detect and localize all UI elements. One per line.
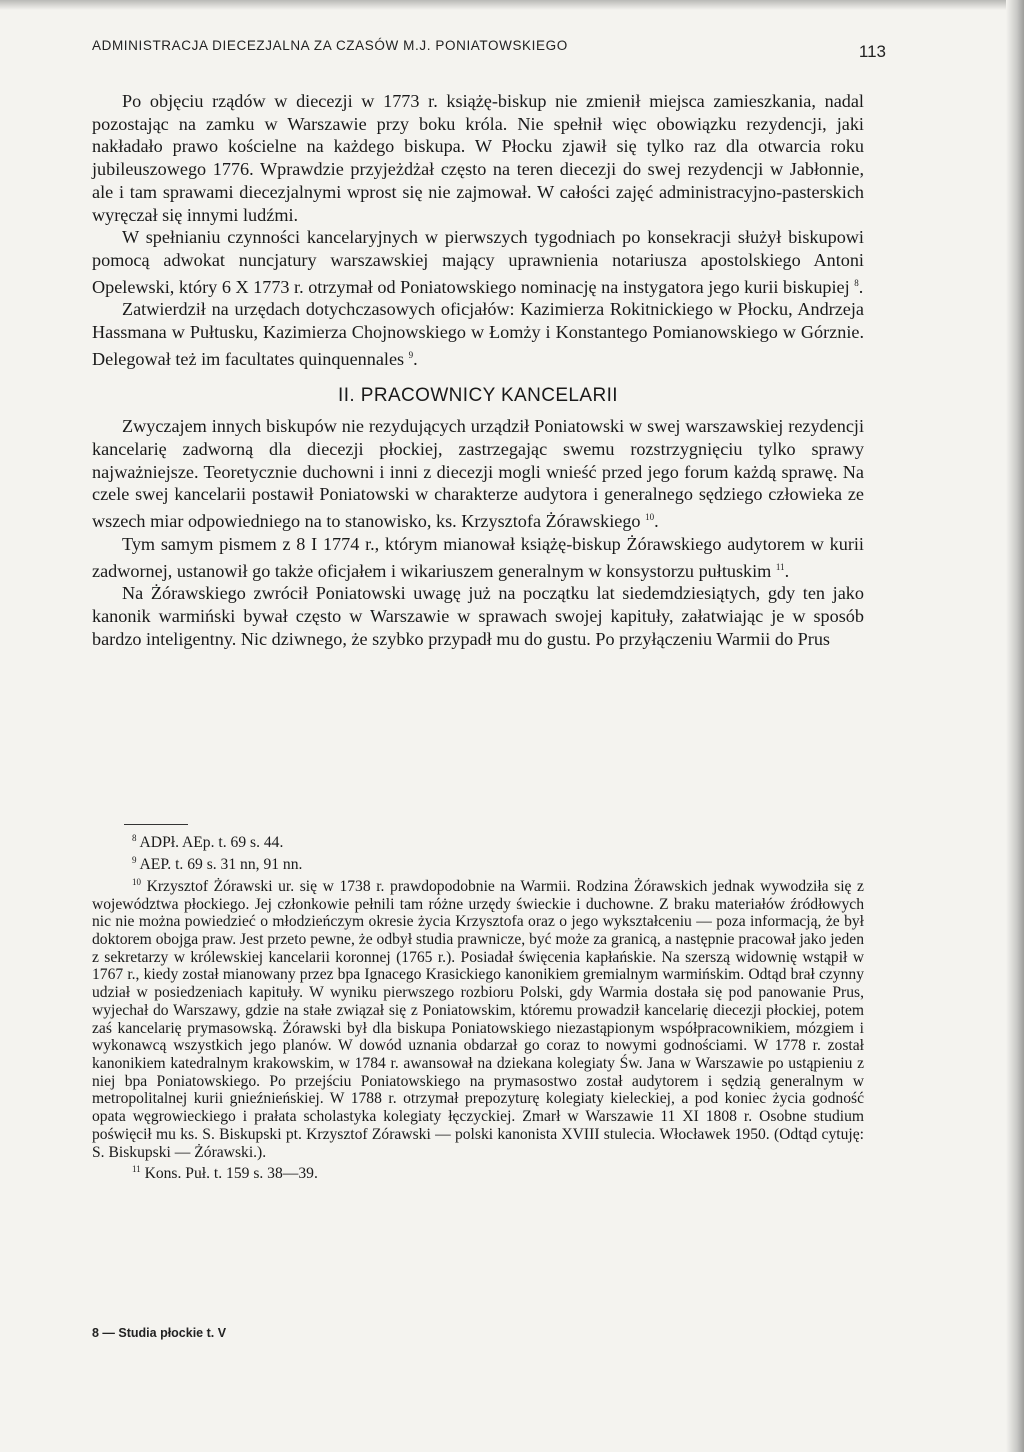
- body-paragraph: Na Żórawskiego zwrócił Poniatowski uwagę już na początku lat siedemdziesiątych, gdy ten jako kanonik warmiński bywał często w Warszawie w sprawach swojej kapituły, załatwiając je w sposób bardzo inteligentny. Nic dziwnego, że szybko przypadł mu do gustu. Po przyłączeniu Warmii do Prus: [92, 583, 864, 649]
- footnote-mark: 8: [132, 833, 137, 843]
- running-head: ADMINISTRACJA DIECEZJALNA ZA CZASÓW M.J. PONIATOWSKIEGO: [92, 38, 568, 53]
- body-paragraph: Tym samym pismem z 8 I 1774 r., którym mianował książę-biskup Żórawskiego audytorem w kurii zadwornej, ustanowił go także oficjałem i wikariuszem generalnym w konsystorzu pułtuskim $^{11}$.: [92, 533, 864, 581]
- body-paragraph: Zatwierdził na urzędach dotychczasowych oficjałów: Kazimierza Rokitnickiego w Płocku, Andrzeja Hassmana w Pułtusku, Kazimierza Chojnowskiego w Łomży i Konstantego Pomianowskiego w Górznie. Delegował też im facultates quinquennales $^9$.: [92, 299, 864, 369]
- footnotes: [92, 830, 864, 1183]
- body-paragraph: Po objęciu rządów w diecezji w 1773 r. książę-biskup nie zmienił miejsca zamieszkania, nadal pozostając na zamku w Warszawie przy boku króla. Nie spełnił więc obowiązku rezydencji, jaki nakładało prawo kościelne na każdego biskupa. W Płocku zjawił się tylko raz dla otwarcia roku jubileuszowego 1776. Wprawdzie przyjeżdżał często na teren diecezji do swej rezydencji w Jabłonnie, ale i tam sprawami diecezjalnymi wprost się nie zajmował. W całości zajęć administracyjno-pasterskich wyręczał się innymi ludźmi.: [92, 91, 864, 225]
- footnote-ref[interactable]: 8: [854, 277, 859, 288]
- footnote-ref[interactable]: 9: [408, 349, 414, 360]
- scan-edge-right: [1006, 0, 1024, 1452]
- footnote-separator: [124, 824, 188, 825]
- footnote: $^8$ ADPł. AEp. t. 69 s. 44.: [132, 833, 284, 852]
- footnote-mark: 11: [132, 1164, 141, 1175]
- footnote: $^9$ AEP. t. 69 s. 31 nn, 91 nn.: [132, 854, 303, 874]
- footnote: $^{11}$ Kons. Puł. t. 159 s. 38—39.: [132, 1164, 318, 1183]
- page-number: 113: [858, 42, 886, 61]
- footnote-ref[interactable]: 11: [775, 561, 785, 572]
- footnote: $^{10}$ Krzysztof Żórawski ur. się w 1738 r. prawdopodobnie na Warmii. Rodzina Żórawskich jednak wywodziła się z województwa płockiego. Jej członkowie pełnili tam różne urzędy świeckie i duchowne. Z braku materiałów źródłowych nic nie można powiedzieć o młodzieńczym okresie życia Krzysztofa oraz o jego wykształceniu — poza informacją, że był doktorem obojga praw. Jest przeto pewne, że odbył studia prawnicze, być może za granicą, a następnie pracował jako jeden z sekretarzy w królewskiej kancelarii koronnej (1765 r.). Posiadał święcenia kapłańskie. Na szerszą widownię wstąpił w 1767 r., kiedy został mianowany przez bpa Ignacego Krasickiego kanonikiem gremialnym warmińskim. Odtąd brał czynny udział w posiedzeniach kapituły. W wyniku pierwszego rozbioru Polski, gdy Warmia dostała się pod panowanie Prus, wyjechał do Warszawy, gdzie na stałe związał się z Poniatowskim, któremu prowadził kancelarię diecezji płockiej, potem zaś kancelarię prymasowską. Żórawski był dla biskupa Poniatowskiego niezastąpionym współpracownikiem, mózgiem i wykonawcą wszystkich jego planów. W dowód uznania obdarzał go coraz to nowymi godnościami. W 1778 r. został kanonikiem katedralnym krakowskim, w 1784 r. awansował na dziekana kolegiaty Św. Jana w Warszawie po ustąpieniu z niej bpa Poniatowskiego. Po przejściu Poniatowskiego na prymasostwo został audytorem i sędzią generalnym w metropolitalnej kurii gnieźnieńskiej. W 1788 r. otrzymał prepozyturę kolegiaty kieleckiej, a pod koniec życia godność opata węgrowieckiego i prałata scholastyka kolegiaty łęczyckiej. Zmarł w Warszawie 11 XI 1808 r. Osobne studium poświęcił mu ks. S. Biskupski pt. Krzysztof Zórawski — polski kanonista XVIII stulecia. Włocławek 1950. (Odtąd cytuję: S. Biskupski — Żórawski.).: [92, 876, 864, 1161]
- scan-edge-top: [0, 0, 1024, 10]
- body-paragraph: W spełnianiu czynności kancelaryjnych w pierwszych tygodniach po konsekracji służył biskupowi pomocą adwokat nuncjatury warszawskiej mający uprawnienia notariusza apostolskiego Antoni Opelewski, który 6 X 1773 r. otrzymał od Poniatowskiego nominację na instygatora jego kurii biskupiej $^8$.: [92, 227, 864, 297]
- section-heading: II. PRACOWNICY KANCELARII: [338, 384, 618, 406]
- main-text: [92, 90, 864, 650]
- footnote-mark: 10: [132, 876, 141, 887]
- printer-signature: 8 — Studia płockie t. V: [92, 1326, 227, 1340]
- body-paragraph: Zwyczajem innych biskupów nie rezydujących urządził Poniatowski w swej warszawskiej rezydencji kancelarię zadworną dla diecezji płockiej, zastrzegając swemu rozstrzygnięciu tylko sprawy najważniejsze. Teoretycznie duchowni i inni z diecezji mogli wnieść przed jego forum każdą sprawę. Na czele swej kancelarii postawił Poniatowski w charakterze audytora i generalnego sędziego człowieka ze wszech miar odpowiedniego na to stanowisko, ks. Krzysztofa Żórawskiego $^{10}$.: [92, 416, 864, 532]
- footnote-mark: 9: [132, 854, 137, 865]
- footnote-ref[interactable]: 10: [645, 512, 655, 523]
